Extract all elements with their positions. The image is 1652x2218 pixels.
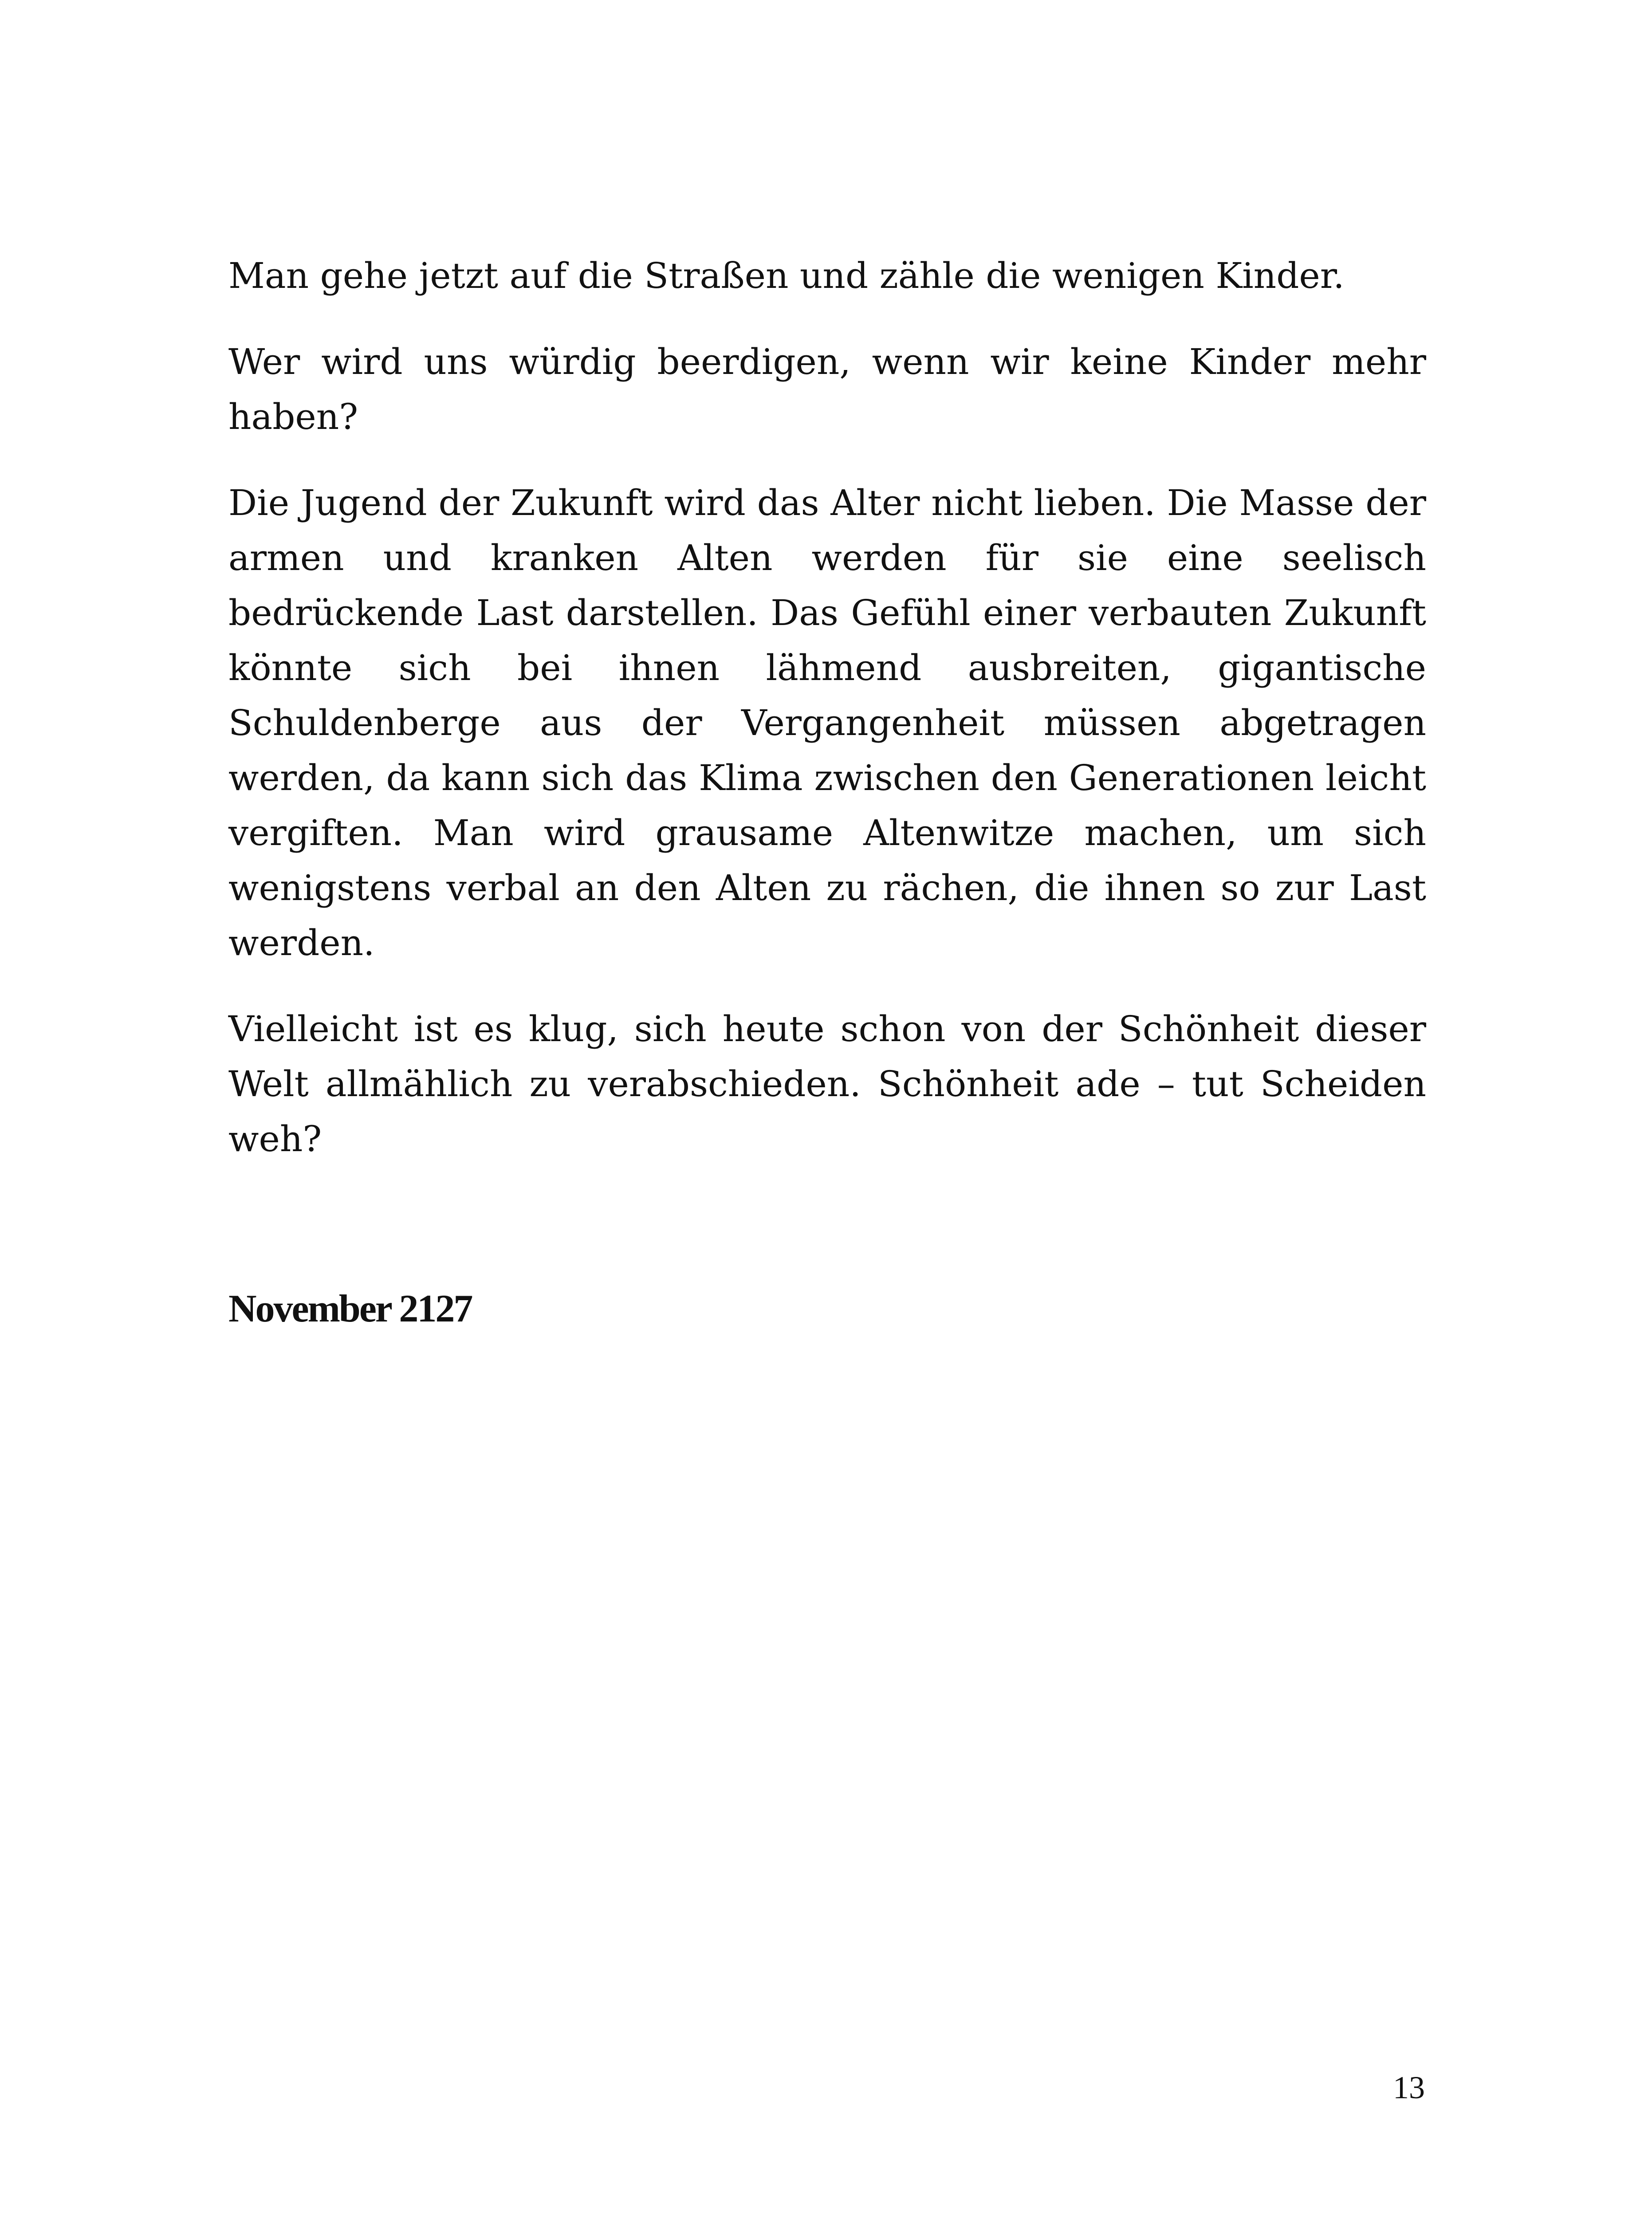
section-heading: November 2127 <box>228 1287 472 1330</box>
body-text <box>228 248 1426 1198</box>
page-number: 13 <box>1393 2070 1425 2105</box>
paragraph-1: Man gehe jetzt auf die Straßen und zähle die wenigen Kinder. <box>228 255 1345 296</box>
paragraph-2: Wer wird uns würdig beerdigen, wenn wir keine Kinder mehr haben? <box>228 341 1426 437</box>
paragraph-4: Vielleicht ist es klug, sich heute schon von der Schönheit dieser Welt allmählich zu verabschieden. Schönheit ade – tut Scheiden weh? <box>228 1008 1426 1160</box>
paragraph-3: Die Jugend der Zukunft wird das Alter nicht lieben. Die Masse der armen und kranken Alten werden für sie eine seelisch bedrückende Last darstellen. Das Gefühl einer verbauten Zukunft könnte sich bei ihnen lähmend ausbreiten, gigantische Schuldenberge aus der Vergangenheit müssen abgetragen werden, da kann sich das Klima zwischen den Generationen leicht vergiften. Man wird grausame Altenwitze machen, um sich wenigstens verbal an den Alten zu rächen, die ihnen so zur Last werden. <box>228 482 1426 963</box>
